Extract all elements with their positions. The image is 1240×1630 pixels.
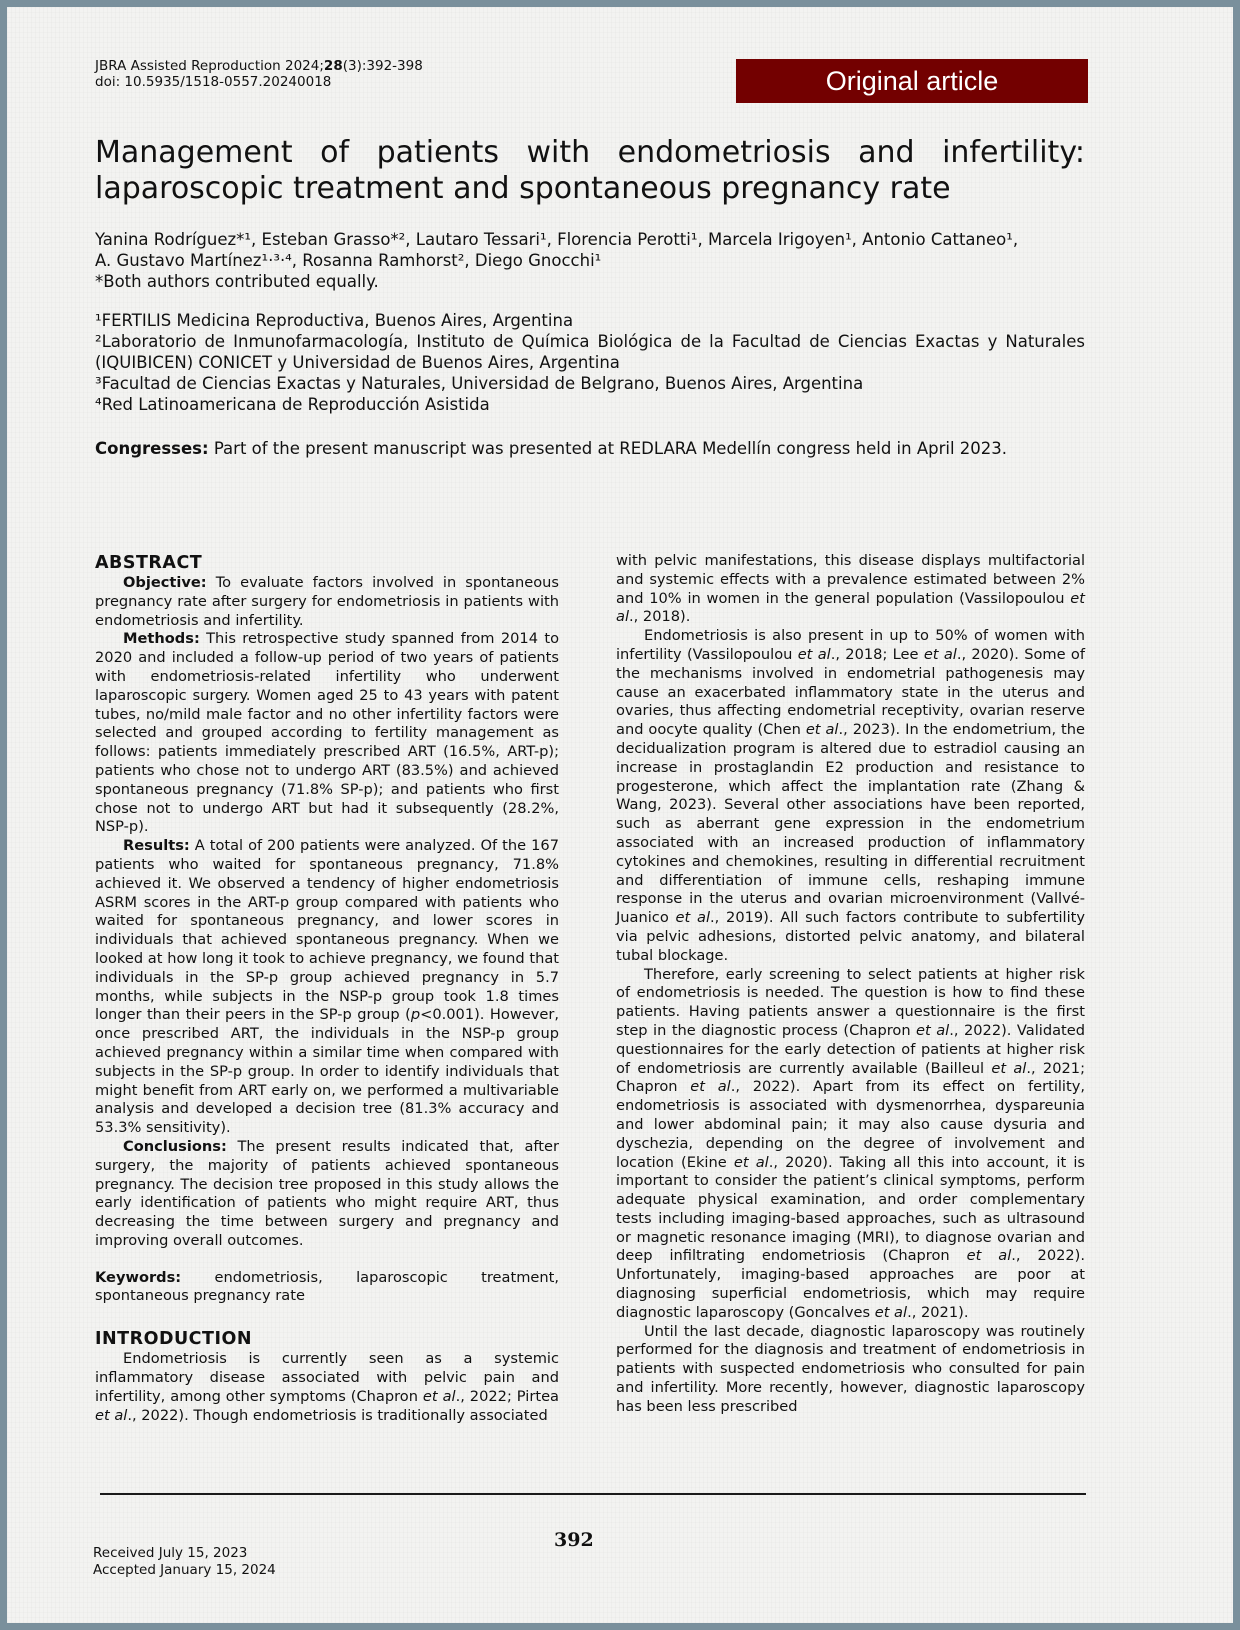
spacer — [95, 1306, 559, 1328]
congress-note — [95, 438, 1085, 459]
et-al: et al — [874, 1303, 908, 1321]
intro-text: Therefore, early screening to select patients at higher risk of endometriosis is needed. The question is how to find these patients. Having patients answer a questionnaire is the first step in the diagnostic process (Chapron — [616, 965, 1085, 1039]
doi: doi: 10.5935/1518-0557.20240018 — [95, 74, 332, 90]
et-al: et al — [690, 1078, 731, 1096]
keywords-label: Keywords: — [95, 1268, 182, 1286]
results-text-b: <0.001). However, once prescribed ART, the individuals in the NSP-p group achieved pregnancy within a similar time when compared with subjects in the SP-p group. In order to identify individuals that might benefit from ART early on, we performed a multivariable analysis and developed a decision tree (81.3% accuracy and 53.3% sensitivity). — [95, 1006, 559, 1137]
intro-paragraph-3 — [616, 966, 1085, 1323]
et-al: et al — [991, 1059, 1027, 1077]
intro-text: ., 2018; Lee — [830, 645, 924, 663]
et-al: et al — [797, 645, 831, 663]
affiliation-4: ⁴Red Latinoamericana de Reproducción Asistida — [95, 395, 490, 414]
congress-label: Congresses: — [95, 439, 209, 458]
intro-paragraph-4: Until the last decade, diagnostic laparoscopy was routinely performed for the diagnosis and treatment of endometriosis in patients with suspected endometriosis who consulted for pain and infertility. More recently, however, diagnostic laparoscopy has been less prescribed — [616, 1322, 1085, 1415]
left-column — [95, 552, 559, 1425]
abstract-methods — [95, 630, 559, 837]
intro-text: ., 2021). — [907, 1303, 969, 1321]
author-list — [95, 229, 1085, 292]
right-column — [616, 552, 1085, 1417]
abstract-heading: ABSTRACT — [95, 553, 203, 573]
results-text-a: A total of 200 patients were analyzed. Of the 167 patients who waited for spontaneous pregnancy, 71.8% achieved it. We observed a tendency of higher endometriosis ASRM scores in the ART-p group compared with patients who waited for spontaneous pregnancy, and lower scores in individuals that achieved spontaneous pregnancy. When we looked at how long it took to achieve pregnancy, we found that individuals in the SP-p group achieved pregnancy in 5.7 months, while subjects in the NSP-p group took 1.8 times longer than their peers in the SP-p group ( — [95, 837, 559, 1024]
intro-paragraph-2 — [616, 627, 1085, 965]
paper-page — [7, 7, 1233, 1623]
intro-text: ., 2021; Chapron — [616, 1059, 1085, 1096]
footer-divider — [100, 1493, 1086, 1495]
article-type-badge: Original article — [736, 59, 1088, 103]
page-number: 392 — [554, 1529, 594, 1551]
abstract-objective — [95, 574, 559, 630]
intro-text: ., 2022; Pirtea — [455, 1387, 559, 1405]
intro-text: ., 2022). Unfortunately, imaging-based approaches are poor at diagnosing superficial endometriosis, which may require diagnostic laparoscopy (Goncalves — [616, 1247, 1086, 1321]
received-date: Received July 15, 2023 — [93, 1545, 248, 1561]
introduction-heading: INTRODUCTION — [95, 1329, 252, 1350]
intro-paragraph-1 — [95, 1350, 559, 1425]
et-al: et al — [966, 1247, 1012, 1265]
et-al: et al — [95, 1406, 128, 1424]
conclusions-text: The present results indicated that, after surgery, the majority of patients achieved spontaneous pregnancy. The decision tree proposed in this study allows the early identification of patients who might require ART, thus decreasing the time between surgery and pregnancy and improving overall outcomes. — [95, 1137, 559, 1249]
keywords — [95, 1269, 559, 1307]
article-dates — [93, 1545, 276, 1579]
keywords-text: endometriosis, laparoscopic treatment, spontaneous pregnancy rate — [95, 1268, 559, 1305]
accepted-date: Accepted January 15, 2024 — [93, 1562, 276, 1578]
congress-text: Part of the present manuscript was presented at REDLARA Medellín congress held in April 2023. — [208, 439, 1008, 458]
intro-paragraph-1-continued — [616, 552, 1085, 627]
et-al: et al — [923, 645, 957, 663]
intro-text: ., 2022). Apart from its effect on fertility, endometriosis is associated with dysmenorrhea, dyspareunia and lower abdominal pain; it may also cause dysuria and dyschezia, depending on the degree of involvement and location (Ekine — [616, 1078, 1085, 1171]
p-value-symbol: p — [410, 1006, 421, 1024]
journal-name: JBRA Assisted Reproduction 2024; — [95, 58, 324, 74]
et-al: et al — [616, 589, 1085, 626]
et-al: et al — [733, 1153, 769, 1171]
intro-text: Endometriosis is also present in up to 50% of women with infertility (Vassilopoulou — [616, 627, 1085, 663]
spacer — [95, 1251, 559, 1269]
abstract-results — [95, 837, 559, 1138]
results-label: Results: — [123, 837, 190, 855]
abstract-conclusions — [95, 1138, 559, 1251]
article-title: Management of patients with endometriosis and infertility: laparoscopic treatment and spontaneous pregnancy rate — [95, 135, 1085, 206]
et-al: et al — [916, 1021, 950, 1039]
et-al: et al — [805, 721, 839, 739]
conclusions-label: Conclusions: — [123, 1137, 227, 1155]
journal-citation — [95, 58, 423, 90]
methods-label: Methods: — [123, 630, 200, 648]
et-al: et al — [422, 1387, 456, 1405]
authors-note: *Both authors contributed equally. — [95, 272, 379, 291]
intro-text: ., 2023). In the endometrium, the decidualization program is altered due to estradiol causing an increase in prostaglandin E2 production and resistance to progesterone, which affect the implantation rate (Zhang & Wang, 2023). Several other associations have been reported, such as aberrant gene expression in the endometrium associated with an increased production of inflammatory cytokines and chemokines, resulting in differential recruitment and differentiation of immune cells, reshaping immune response in the uterus and ovarian microenvironment (Vallvé-Juanico — [616, 721, 1085, 927]
authors-line-2: A. Gustavo Martínez¹·³·⁴, Rosanna Ramhorst², Diego Gnocchi¹ — [95, 251, 602, 270]
intro-text: ., 2019). All such factors contribute to subfertility via pelvic adhesions, distorted pelvic anatomy, and bilateral tubal blockage. — [616, 909, 1085, 964]
affiliation-3: ³Facultad de Ciencias Exactas y Naturales, Universidad de Belgrano, Buenos Aires, Argentina — [95, 374, 864, 393]
affiliation-1: ¹FERTILIS Medicina Reproductiva, Buenos Aires, Argentina — [95, 311, 574, 330]
intro-text: ., 2020). Some of the mechanisms involved in endometrial pathogenesis may cause an exacerbated inflammatory state in the uterus and ovaries, thus affecting endometrial receptivity, ovarian reserve and oocyte quality (Chen — [616, 645, 1085, 739]
intro-text: with pelvic manifestations, this disease displays multifactorial and systemic effects with a prevalence estimated between 2% and 10% in women in the general population (Vassilopoulou — [616, 552, 1085, 607]
et-al: et al — [675, 909, 710, 927]
affiliations — [95, 310, 1085, 415]
intro-text: ., 2022). Though endometriosis is traditionally associated — [127, 1406, 548, 1424]
intro-text: ., 2022). Validated questionnaires for the early detection of patients at higher risk of endometriosis are currently available (Bailleul — [616, 1021, 1085, 1077]
methods-text: This retrospective study spanned from 2014 to 2020 and included a follow-up period of two years of patients with endometriosis-related infertility who underwent laparoscopic surgery. Women aged 25 to 43 years with patent tubes, no/mild male factor and no other infertility factors were selected and grouped according to fertility management as follows: patients immediately prescribed ART (16.5%, ART-p); patients who chose not to undergo ART (83.5%) and achieved spontaneous pregnancy (71.8% SP-p); and patients who first chose not to undergo ART but had it subsequently (28.2%, NSP-p). — [95, 630, 559, 836]
intro-text: ., 2018). — [629, 608, 691, 626]
authors-line-1: Yanina Rodríguez*¹, Esteban Grasso*², Lautaro Tessari¹, Florencia Perotti¹, Marcela Irigoyen¹, Antonio Cattaneo¹, — [95, 230, 1019, 249]
intro-text: ., 2020). Taking all this into account, it is important to consider the patient’s clinical symptoms, perform adequate physical examination, and order complementary tests including imaging-based approaches, such as ultrasound or magnetic resonance imaging (MRI), to diagnose ovarian and deep infiltrating endometriosis (Chapron — [616, 1153, 1085, 1265]
journal-issue-pages: (3):392-398 — [342, 58, 423, 74]
journal-volume: 28 — [323, 58, 343, 74]
affiliation-2: ²Laboratorio de Inmunofarmacología, Instituto de Química Biológica de la Facultad de Ciencias Exactas y Naturales (IQUIBICEN) CONICET y Universidad de Buenos Aires, Argentina — [95, 332, 1085, 372]
objective-text: To evaluate factors involved in spontaneous pregnancy rate after surgery for endometriosis in patients with endometriosis and infertility. — [95, 574, 559, 629]
intro-text: Endometriosis is currently seen as a systemic inflammatory disease associated with pelvic pain and infertility, among other symptoms (Chapron — [95, 1350, 559, 1405]
objective-label: Objective: — [123, 574, 207, 591]
